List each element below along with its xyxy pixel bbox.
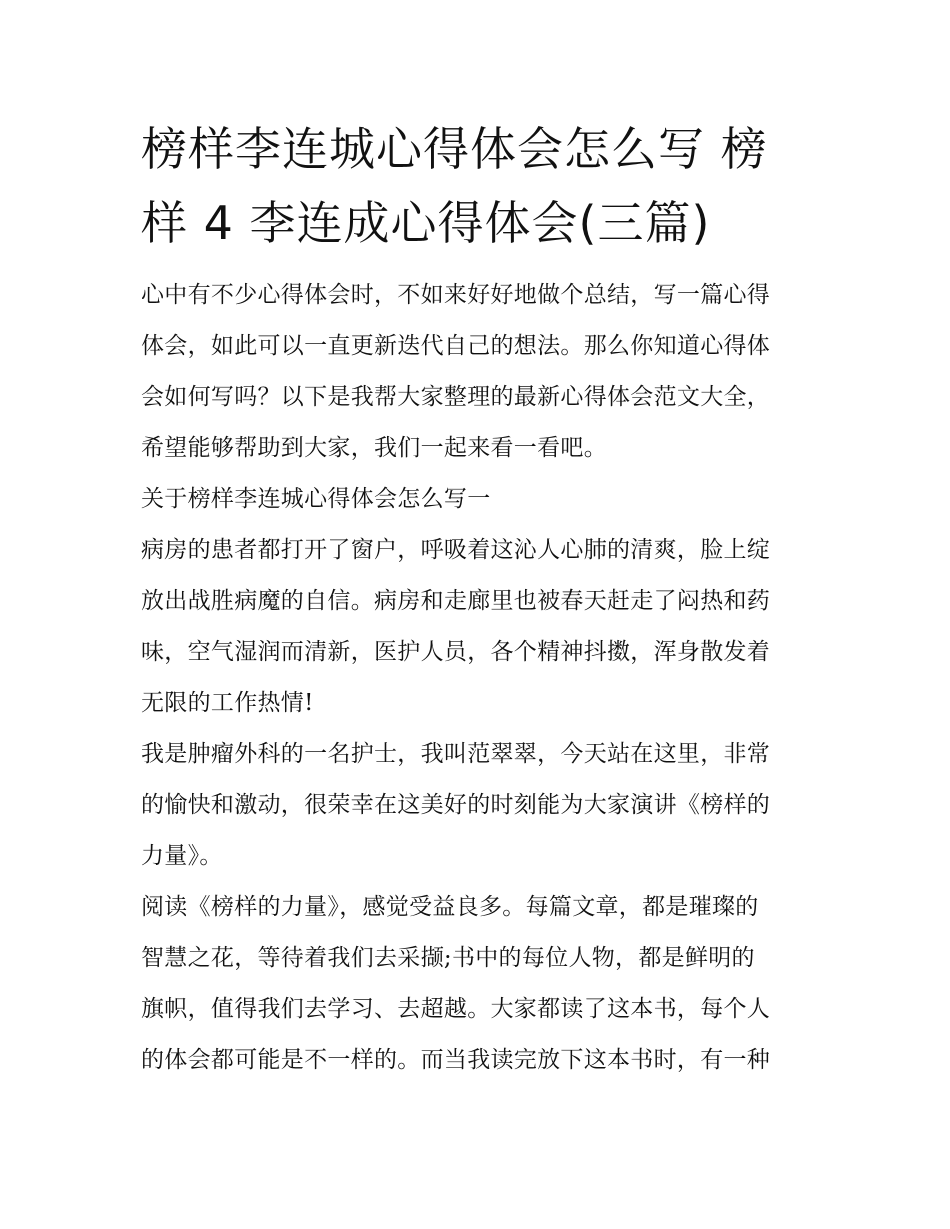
title-line: 榜样李连城心得体会怎么写 榜: [141, 122, 768, 176]
text-line: 希望能够帮助到大家，我们一起来看一看吧。: [141, 435, 607, 461]
document-body: [141, 270, 813, 1086]
body-paragraph: [141, 882, 813, 1086]
text-line: 旗帜，值得我们去学习、去超越。大家都读了这本书，每个人: [141, 996, 771, 1022]
document-title: [141, 112, 813, 260]
text-line: 阅读《榜样的力量》，感觉受益良多。每篇文章，都是璀璨的: [141, 894, 759, 920]
body-paragraph: [141, 729, 813, 882]
text-line: 力量》。: [141, 843, 223, 869]
text-line: 智慧之花，等待着我们去采撷;书中的每位人物，都是鲜明的: [141, 945, 755, 971]
text-line: 心中有不少心得体会时，不如来好好地做个总结，写一篇心得: [141, 282, 771, 308]
text-line: 病房的患者都打开了窗户，呼吸着这沁人心肺的清爽，脸上绽: [141, 537, 771, 563]
text-line: 无限的工作热情!: [141, 690, 314, 716]
intro-paragraph: [141, 270, 813, 474]
title-line: 样 4 李连成心得体会(三篇): [141, 196, 711, 250]
text-line: 关于榜样李连城心得体会怎么写一: [141, 486, 491, 512]
section-heading: [141, 474, 813, 525]
text-line: 我是肿瘤外科的一名护士，我叫范翠翠，今天站在这里，非常: [141, 741, 771, 767]
text-line: 的愉快和激动，很荣幸在这美好的时刻能为大家演讲《榜样的: [141, 792, 771, 818]
text-line: 会如何写吗？以下是我帮大家整理的最新心得体会范文大全，: [141, 384, 771, 410]
text-line: 放出战胜病魔的自信。病房和走廊里也被春天赶走了闷热和药: [141, 588, 771, 614]
text-line: 体会，如此可以一直更新迭代自己的想法。那么你知道心得体: [141, 333, 771, 359]
body-paragraph: [141, 525, 813, 729]
text-line: 的体会都可能是不一样的。而当我读完放下这本书时，有一种: [141, 1047, 771, 1073]
text-line: 味，空气湿润而清新，医护人员，各个精神抖擞，浑身散发着: [141, 639, 771, 665]
document-content: [141, 112, 813, 1086]
